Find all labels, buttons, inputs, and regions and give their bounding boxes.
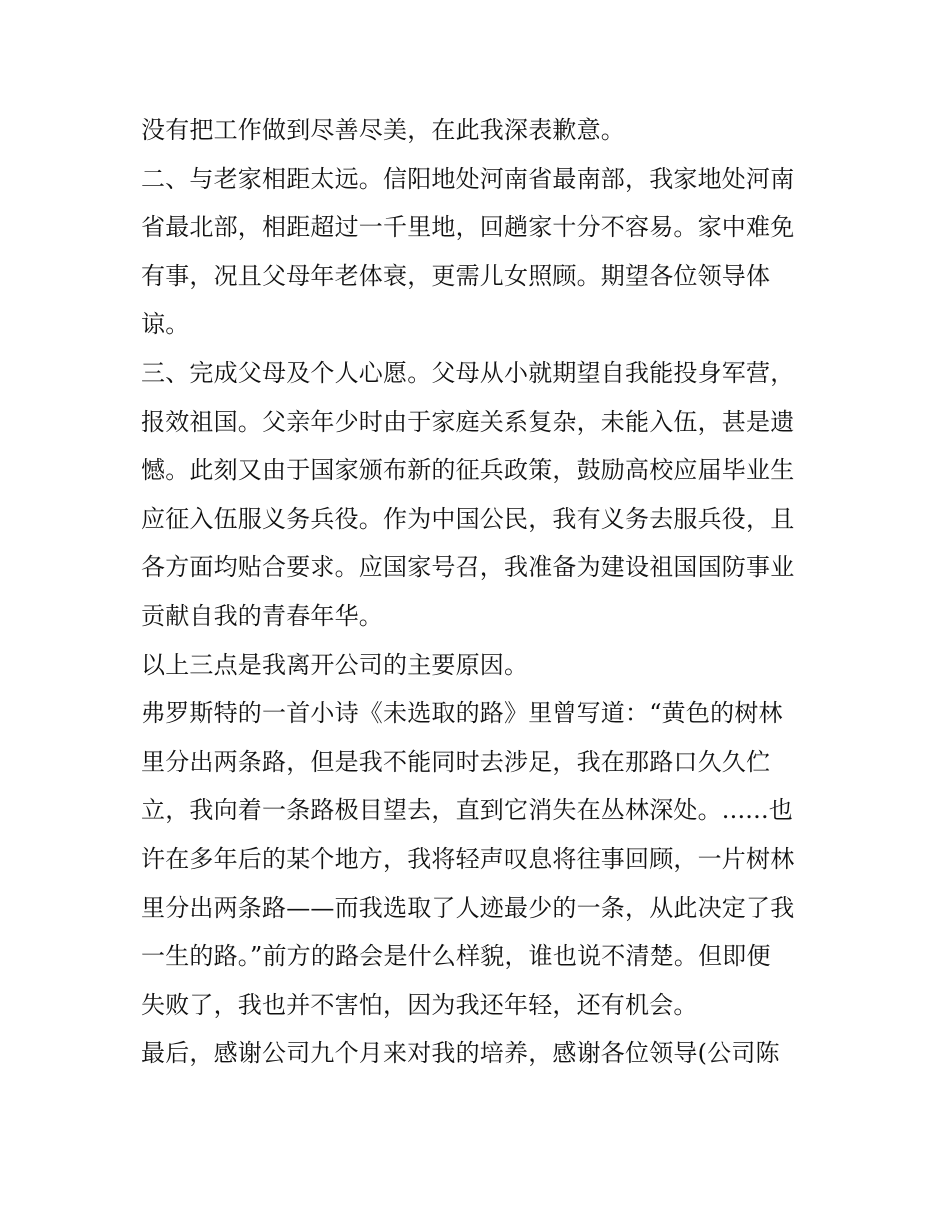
text-line: 许在多年后的某个地方，我将轻声叹息将往事回顾，一片树林 [141, 844, 795, 873]
text-line: 失败了，我也并不害怕，因为我还年轻，还有机会。 [141, 990, 698, 1019]
text-line: 报效祖国。父亲年少时由于家庭关系复杂，未能入伍，甚是遗 [141, 407, 795, 436]
text-line: 最后，感谢公司九个月来对我的培养，感谢各位领导(公司陈 [141, 1039, 780, 1068]
text-line: 以上三点是我离开公司的主要原因。 [141, 650, 529, 679]
text-line: 里分出两条路——而我选取了人迹最少的一条，从此决定了我 [141, 893, 795, 922]
text-line: 谅。 [141, 310, 190, 339]
text-line: 二、与老家相距太远。信阳地处河南省最南部，我家地处河南 [141, 164, 795, 193]
text-line: 贡献自我的青春年华。 [141, 601, 383, 630]
text-line: 一生的路。”前方的路会是什么样貌，谁也说不清楚。但即便 [141, 942, 771, 971]
text-line: 里分出两条路，但是我不能同时去涉足，我在那路口久久伫 [141, 747, 771, 776]
text-line: 应征入伍服义务兵役。作为中国公民，我有义务去服兵役，且 [141, 504, 795, 533]
text-line: 三、完成父母及个人心愿。父母从小就期望自我能投身军营， [141, 358, 795, 387]
document-body [141, 106, 821, 1078]
text-line: 憾。此刻又由于国家颁布新的征兵政策，鼓励高校应届毕业生 [141, 456, 795, 485]
text-line: 有事，况且父母年老体衰，更需儿女照顾。期望各位领导体 [141, 261, 771, 290]
text-line: 立，我向着一条路极目望去，直到它消失在丛林深处。......也 [141, 796, 793, 825]
text-line: 弗罗斯特的一首小诗《未选取的路》里曾写道：“黄色的树林 [141, 699, 783, 728]
text-line: 没有把工作做到尽善尽美，在此我深表歉意。 [141, 116, 625, 144]
text-line: 各方面均贴合要求。应国家号召，我准备为建设祖国国防事业 [141, 553, 795, 582]
text-line: 省最北部，相距超过一千里地，回趟家十分不容易。家中难免 [141, 213, 795, 242]
